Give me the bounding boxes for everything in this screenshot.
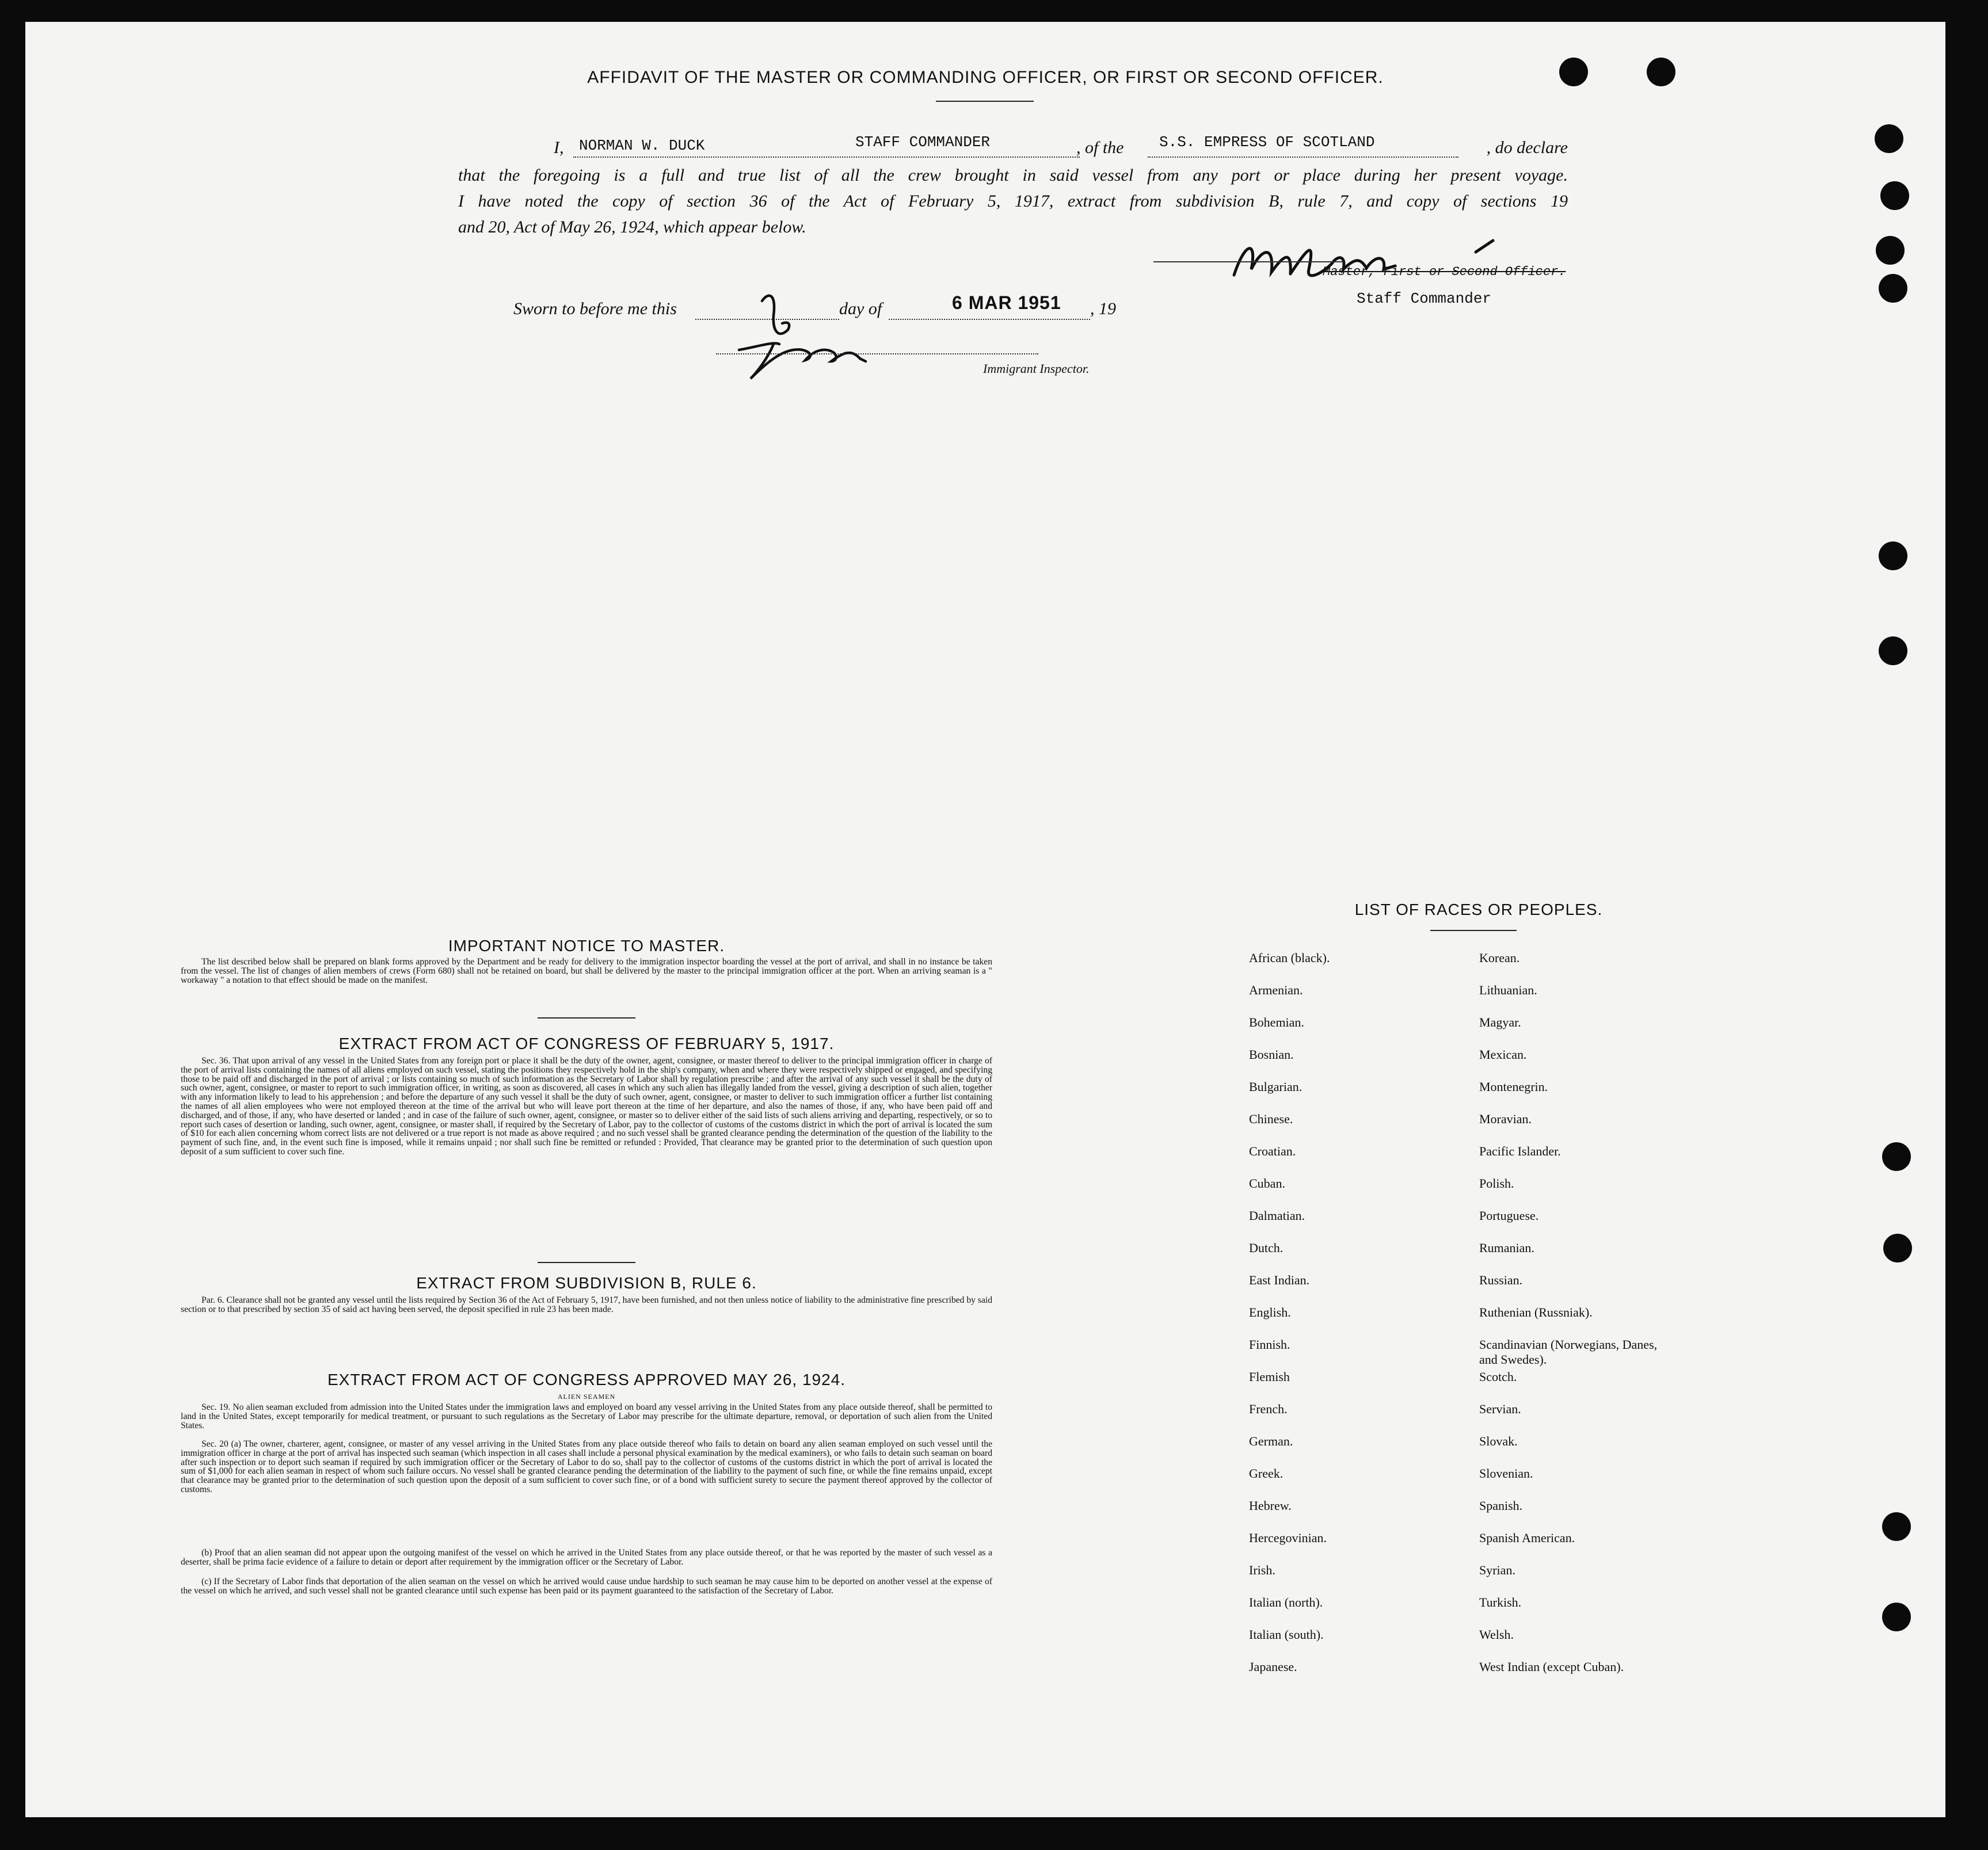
punch-hole [1879, 274, 1907, 303]
race-item: Italian (south). [1249, 1627, 1324, 1642]
race-item: Flemish [1249, 1370, 1290, 1384]
punch-hole [1876, 236, 1905, 265]
race-item: Scotch. [1479, 1370, 1517, 1384]
race-item: Armenian. [1249, 983, 1303, 997]
race-item: German. [1249, 1434, 1293, 1448]
crew-list-affidavit-page [25, 22, 1945, 1817]
master-rank: STAFF COMMANDER [855, 133, 991, 151]
extract-1924-sec20b: (b) Proof that an alien seaman did not appear upon the outgoing manifest of the vessel on which he arrived in the United States from any place outside thereof, or that he was reported by the master of such vessel as a deserter, shall be prima facie evidence of a failure to detain or deport after requirement by the immigration officer or the Secretary of Labor. [181, 1548, 992, 1567]
race-item: Korean. [1479, 951, 1520, 965]
race-item: Dalmatian. [1249, 1208, 1305, 1223]
master-name: NORMAN W. DUCK [579, 137, 705, 154]
race-item: Spanish. [1479, 1498, 1523, 1513]
race-item: Hebrew. [1249, 1498, 1292, 1513]
race-item: Rumanian. [1479, 1241, 1534, 1255]
officer-signature-line [1153, 261, 1343, 262]
notice-text: The list described below shall be prepared on blank forms approved by the Department and be ready for delivery to the immigration inspector boarding the vessel at the port of arrival, and shall in no instance be taken from the vessel. The list of changes of alien members of crews (Form 680) shall not be retained on board, but shall be delivered by the master to the principal immigration officer at the port. When an arriving seaman is a " workaway " a notation to that effect should be made on the manifest. [181, 957, 992, 985]
affidavit-line-2: that the foregoing is a full and true list of all the crew brought in said vessel from any port or place during her present voyage. [458, 166, 1568, 185]
punch-hole [1879, 636, 1907, 665]
race-item: Bulgarian. [1249, 1080, 1303, 1094]
race-item: Irish. [1249, 1563, 1275, 1577]
race-item: Slovenian. [1479, 1466, 1533, 1481]
date-stamp: 6 MAR 1951 [952, 292, 1061, 313]
notice-title: IMPORTANT NOTICE TO MASTER. [448, 937, 725, 955]
race-item: Slovak. [1479, 1434, 1518, 1448]
race-item: Mexican. [1479, 1047, 1527, 1062]
officer-title-struck: Master, First or Second Officer. [1323, 265, 1566, 279]
race-item: East Indian. [1249, 1273, 1310, 1287]
races-title: LIST OF RACES OR PEOPLES. [1354, 901, 1603, 918]
race-item: Italian (north). [1249, 1595, 1323, 1609]
race-item: Servian. [1479, 1402, 1521, 1416]
race-item: Dutch. [1249, 1241, 1284, 1255]
officer-title: Staff Commander [1357, 290, 1492, 307]
race-item: Turkish. [1479, 1595, 1522, 1609]
extract-rule6-text: Par. 6. Clearance shall not be granted any vessel until the lists required by Section 36 of the Act of February 5, 1917, have been furnished, and not then unless notice of liability to the administrative fine prescribed by said section or to that prescribed by section 35 of said act having been served, the deposit specified in rule 23 has been made. [181, 1295, 992, 1314]
punch-hole [1883, 1234, 1912, 1262]
punch-hole [1880, 181, 1909, 210]
race-item: Chinese. [1249, 1112, 1293, 1126]
race-item: Hercegovinian. [1249, 1531, 1327, 1545]
race-item: Magyar. [1479, 1015, 1521, 1029]
race-item: English. [1249, 1305, 1291, 1319]
do-declare-label: , do declare [1486, 138, 1568, 157]
punch-hole [1882, 1142, 1911, 1171]
punch-hole [1882, 1512, 1911, 1541]
race-item: Lithuanian. [1479, 983, 1537, 997]
race-item: Syrian. [1479, 1563, 1515, 1577]
divider [538, 1262, 635, 1263]
alien-seamen-subtitle: ALIEN SEAMEN [557, 1393, 616, 1401]
master-signature [1222, 229, 1545, 292]
inspector-label: Immigrant Inspector. [983, 361, 1090, 376]
punch-hole [1879, 541, 1907, 570]
extract-1924-title: EXTRACT FROM ACT OF CONGRESS APPROVED MAY 26, 1924. [327, 1371, 846, 1389]
affidavit-line-3: I have noted the copy of section 36 of the Act of February 5, 1917, extract from subdivision B, rule 7, and copy of sections 19 [458, 192, 1568, 211]
sworn-label: Sworn to before me this [513, 299, 677, 318]
of-the-label: , of the [1076, 138, 1124, 157]
inspector-signature-line [716, 348, 1038, 354]
vessel-name-field [1148, 133, 1458, 158]
extract-1917-text: Sec. 36. That upon arrival of any vessel in the United States from any foreign port or place it shall be the duty of the owner, agent, consignee, or master thereof to deliver to the principal immigration officer in charge of the port of arrival lists containing the names of all aliens employed on such vessel, stating the positions they respectively hold in the ship's company, when and where they were respectively shipped or engaged, and specifying those to be paid off and discharged in the port of arrival ; or lists containing so much of such information as the Secretary of Labor shall by regulation prescribe ; and after the arrival of any such vessel it shall be the duty of such owner, agent, consignee, or master to report to such immigration officer, in writing, as soon as discovered, all cases in which any such alien has illegally landed from the vessel, giving a description of such alien, together with any information likely to lead to his apprehension ; and before the departure of any such vessel it shall be the duty of such owner, agent, consignee, or master to deliver to such immigration officer a further list containing the names of all alien employees who were not employed thereon at the time of the arrival but who will leave port thereon at the time of her departure, and also the names of those, if any, who have been paid off and discharged, and of those, if any, who have deserted or landed ; and in case of the failure of such owner, agent, consignee, or master so to deliver either of the said lists of such aliens arriving and departing, respectively, or so to report such cases of desertion or landing, such owner, agent, consignee, or master shall, if required by the Secretary of Labor, pay to the collector of customs of the customs district in which the port of arrival is located the sum of $10 for each alien concerning whom correct lists are not delivered or a true report is not made as above required ; and no such vessel shall be granted clearance pending the determination of the question of the liability to the payment of such fine, and, in the event such fine is imposed, while it remains unpaid ; nor shall such fine be remitted or refunded : Provided, That clearance may be granted prior to the determination of such question upon deposit of a sum sufficient to cover such fine. [181, 1056, 992, 1157]
day-of-label: day of [839, 299, 882, 318]
race-item: Greek. [1249, 1466, 1284, 1481]
divider [538, 1017, 635, 1019]
race-item: Finnish. [1249, 1337, 1290, 1352]
race-item: Bosnian. [1249, 1047, 1294, 1062]
punch-hole [1882, 1603, 1911, 1631]
race-item: Spanish American. [1479, 1531, 1575, 1545]
race-item: Russian. [1479, 1273, 1523, 1287]
race-item: West Indian (except Cuban). [1479, 1660, 1624, 1674]
race-item: Polish. [1479, 1176, 1514, 1191]
race-item: Bohemian. [1249, 1015, 1304, 1029]
extract-1924-sec20c: (c) If the Secretary of Labor finds that deportation of the alien seaman on the vessel on which he arrived would cause undue hardship to such seaman he may cause him to be deported on another vessel at the expense of the vessel on which he arrived, and such vessel shall not be granted clearance until such expense has been paid or its payment guaranteed to the satisfaction of the Secretary of Labor. [181, 1577, 992, 1596]
race-item: Ruthenian (Russniak). [1479, 1305, 1593, 1319]
vessel-name: S.S. EMPRESS OF SCOTLAND [1159, 133, 1375, 151]
race-item: Japanese. [1249, 1660, 1297, 1674]
extract-1924-sec19: Sec. 19. No alien seaman excluded from admission into the United States under the immigration laws and employed on board any vessel arriving in the United States from any place outside thereof, shall be permitted to land in the United States, except temporarily for medical treatment, or pursuant to such regulations as the Secretary of Labor may prescribe for the ultimate departure, removal, or deportation of such alien from the United States. [181, 1402, 992, 1431]
race-item: Montenegrin. [1479, 1080, 1548, 1094]
race-item: French. [1249, 1402, 1288, 1416]
punch-hole [1875, 124, 1903, 153]
year-prefix: , 19 [1090, 299, 1116, 318]
race-item: Scandinavian (Norwegians, Danes, and Swedes). [1479, 1337, 1658, 1367]
affidavit-title: AFFIDAVIT OF THE MASTER OR COMMANDING OFFICER, OR FIRST OR SECOND OFFICER. [587, 68, 1384, 87]
race-item: Cuban. [1249, 1176, 1285, 1191]
race-item: Croatian. [1249, 1144, 1296, 1158]
affidavit-line-4: and 20, Act of May 26, 1924, which appear below. [458, 218, 806, 237]
race-item: Portuguese. [1479, 1208, 1539, 1223]
race-item: Welsh. [1479, 1627, 1514, 1642]
extract-1924-sec20a: Sec. 20 (a) The owner, charterer, agent, consignee, or master of any vessel arriving in the United States from any place outside thereof who fails to detain on board any alien seaman employed on such vessel until the immigration officer in charge at the port of arrival has inspected such seaman (which inspection in all cases shall include a personal physical examination by the medical examiners), or who fails to detain such seaman on board after such inspection or to deport such seaman if required by such immigration officer or the Secretary of Labor to do so, shall pay to the collector of customs of the customs district in which the port of arrival is located the sum of $1,000 for each alien seaman in respect of whom such failure occurs. No vessel shall be granted clearance pending the determination of the liability to the payment of such fine, or while the fine remains unpaid, except that clearance may be granted prior to the determination of such question upon the deposit of a sum sufficient to cover such fine, or of a bond with sufficient surety to secure the payment thereof approved by the collector of customs. [181, 1439, 992, 1494]
race-item: Pacific Islander. [1479, 1144, 1561, 1158]
extract-rule6-title: EXTRACT FROM SUBDIVISION B, RULE 6. [416, 1274, 757, 1292]
affidavit-i-label: I, [554, 138, 564, 157]
extract-1917-title: EXTRACT FROM ACT OF CONGRESS OF FEBRUARY 5, 1917. [338, 1035, 835, 1052]
divider [1430, 930, 1517, 931]
sworn-month-field [889, 292, 1090, 320]
divider [936, 101, 1034, 102]
master-name-field [573, 133, 1080, 158]
race-item: Moravian. [1479, 1112, 1532, 1126]
inspector-signature [687, 281, 906, 384]
race-item: African (black). [1249, 951, 1330, 965]
